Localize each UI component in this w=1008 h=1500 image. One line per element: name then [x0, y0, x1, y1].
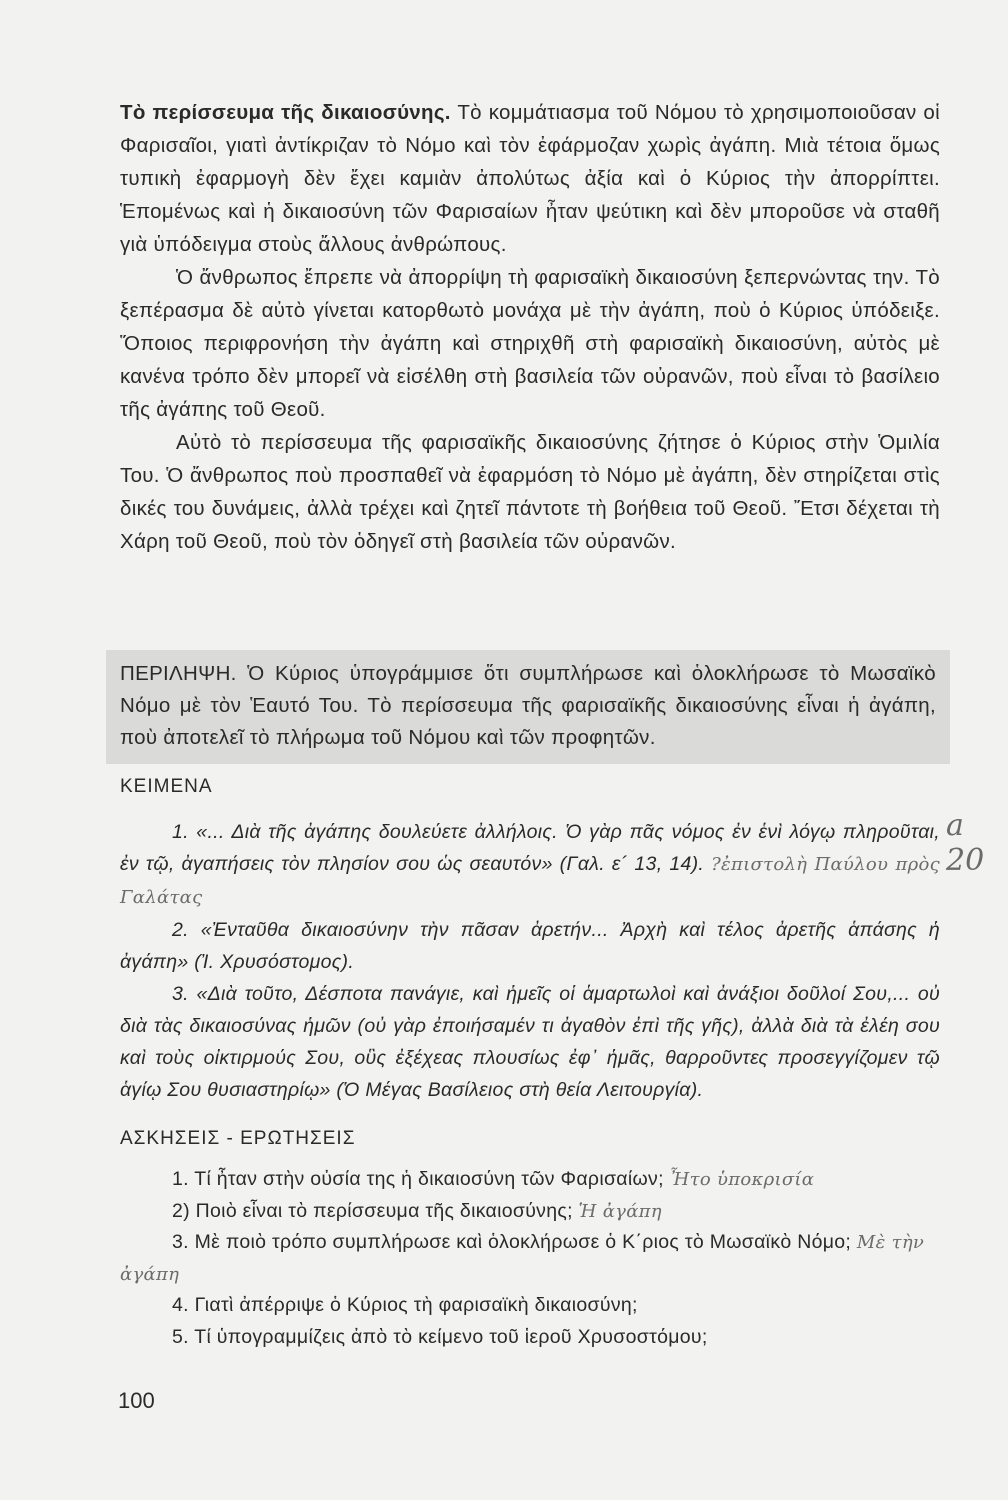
question-5-text: 5. Τί ὑπογραμμίζεις ἀπὸ τὸ κείμενο τοῦ ἱεροῦ Χρυσοστόμου;: [172, 1325, 708, 1348]
handwritten-note: ?ἐπιστολὴ Παύλου πρὸς Γαλάτας: [120, 854, 941, 908]
question-3: [120, 1227, 940, 1290]
questions-section: [120, 1164, 940, 1353]
summary-box: [106, 650, 950, 764]
paragraph-3: Αὐτὸ τὸ περίσσευμα τῆς φαρισαϊκῆς δικαιοσύνης ζήτησε ὁ Κύριος στὴν Ὁμιλία Του. Ὁ ἄνθρωπος ποὺ προσπαθεῖ νὰ ἐφαρμόση τὸ Νόμο μὲ ἀγάπη, δὲν στηρίζεται στὶς δικές του δυνάμεις, ἀλλὰ τρέχει καὶ ζητεῖ πάντοτε τὴ βοήθεια τοῦ Θεοῦ. Ἔτσι δέχεται τὴ Χάρη τοῦ Θεοῦ, ποὺ τὸν ὁδηγεῖ στὴ βασιλεία τῶν οὐρανῶν.: [120, 431, 940, 553]
question-5: [120, 1322, 940, 1354]
question-1: [120, 1164, 940, 1196]
question-1-text: 1. Τί ἦταν στὴν οὐσία της ἡ δικαιοσύνη τῶν Φαρισαίων;: [172, 1168, 664, 1190]
text-item-3-text: 3. «Διὰ τοῦτο, Δέσποτα πανάγιε, καὶ ἡμεῖς οἱ ἁμαρτωλοὶ καὶ ἀνάξιοι δοῦλοί Σου,... οὐ διὰ τὰς δικαιοσύνας ἡμῶν (οὐ γὰρ ἐποιήσαμέν τι ἀγαθὸν ἐπὶ τῆς γῆς), ἀλλὰ διὰ τὰ ἐλέη σου καὶ τοὺς οἰκτιρμούς Σου, οὓς ἐξέχεας πλουσίως ἐφ᾽ ἡμᾶς, θαρροῦντες προσεγγίζομεν τῷ ἁγίῳ Σου θυσιαστηρίῳ» (Ὁ Μέγας Βασίλειος στὴ θεία Λειτουργία).: [120, 983, 940, 1101]
text-item-3: [120, 978, 940, 1106]
handwritten-answer-3: Μὲ τὴν ἀγάπη: [120, 1232, 925, 1285]
text-item-2-text: 2. «Ἐνταῦθα δικαιοσύνην τὴν πᾶσαν ἀρετήν... Ἀρχὴ καὶ τέλος ἀρετῆς ἁπάσης ἡ ἀγάπη» (Ἰ. Χρυσόστομος).: [120, 919, 940, 973]
intro-section: [120, 96, 940, 558]
texts-heading: ΚΕΙΜΕΝΑ: [120, 776, 213, 797]
question-4-text: 4. Γιατὶ ἀπέρριψε ὁ Κύριος τὴ φαρισαϊκὴ δικαιοσύνη;: [172, 1294, 638, 1316]
paragraph-2: Ὁ ἄνθρωπος ἔπρεπε νὰ ἀπορρίψη τὴ φαρισαϊκὴ δικαιοσύνη ξεπερνώντας την. Τὸ ξεπέρασμα δὲ αὐτὸ γίνεται κατορθωτὸ μονάχα μὲ τὴν ἀγάπη, ποὺ ὁ Κύριος ὑπόδειξε. Ὅποιος περιφρονήση τὴν ἀγάπη καὶ στηριχθῆ στὴ φαρισαϊκὴ δικαιοσύνη, αὐτὸς μὲ κανένα τρόπο δὲν μπορεῖ νὰ εἰσέλθη στὴ βασιλεία τῶν οὐρανῶν, ποὺ εἶναι τὸ βασίλειο τῆς ἀγάπης τοῦ Θεοῦ.: [120, 266, 940, 421]
handwritten-answer-1: Ἦτο ὑποκρισία: [669, 1169, 815, 1190]
paragraph-1-text: Τὸ κομμάτιασμα τοῦ Νόμου τὸ χρησιμοποιοῦσαν οἱ Φαρισαῖοι, γιατὶ ἀντίκριζαν τὸ Νόμο καὶ τὸν ἐφάρμοζαν χωρὶς ἀγάπη. Μιὰ τέτοια ὅμως τυπικὴ ἐφαρμογὴ δὲν ἔχει καμιὰν ἀπολύτως ἀξία καὶ ὁ Κύριος τὴν ἀπορρίπτει. Ἑπομένως καὶ ἡ δικαιοσύνη τῶν Φαρισαίων ἦταν ψεύτικη καὶ δὲν μποροῦσε νὰ σταθῆ γιὰ ὑπόδειγμα στοὺς ἄλλους ἀνθρώπους.: [120, 101, 940, 256]
texts-section: [120, 816, 940, 1106]
summary-text: ΠΕΡΙΛΗΨΗ. Ὁ Κύριος ὑπογράμμισε ὅτι συμπλήρωσε καὶ ὁλοκλήρωσε τὸ Μωσαϊκὸ Νόμο μὲ τὸν Ἑαυτό Του. Τὸ περίσσευμα τῆς φαρισαϊκῆς δικαιοσύνης εἶναι ἡ ἀγάπη, ποὺ ἀποτελεῖ τὸ πλήρωμα τοῦ Νόμου καὶ τῶν προφητῶν.: [120, 662, 936, 749]
handwritten-answer-2: Ἡ ἀγάπη: [578, 1200, 662, 1222]
text-item-2: [120, 914, 940, 978]
question-3-text: 3. Μὲ ποιὸ τρόπο συμπλήρωσε καὶ ὁλοκλήρωσε ὁ Κ΄ριος τὸ Μωσαϊκὸ Νόμο;: [172, 1231, 852, 1253]
page-number: 100: [118, 1388, 155, 1413]
question-4: [120, 1290, 940, 1322]
question-2-text: 2) Ποιὸ εἶναι τὸ περίσσευμα τῆς δικαιοσύνης;: [172, 1199, 573, 1222]
section-title: Τὸ περίσσευμα τῆς δικαιοσύνης.: [120, 101, 451, 124]
paragraph-1: [120, 96, 940, 261]
questions-heading: ΑΣΚΗΣΕΙΣ - ΕΡΩΤΗΣΕΙΣ: [120, 1128, 356, 1149]
text-item-1: [120, 816, 940, 914]
handwritten-margin-note: a 20: [946, 808, 985, 878]
question-2: [120, 1196, 940, 1228]
text-item-1-text: 1. «... Διὰ τῆς ἀγάπης δουλεύετε ἀλλήλοις. Ὁ γὰρ πᾶς νόμος ἐν ἑνὶ λόγῳ πληροῦται, ἐν τῷ, ἀγαπήσεις τὸν πλησίον σου ὡς σεαυτόν» (Γαλ. ε´ 13, 14).: [120, 821, 940, 875]
